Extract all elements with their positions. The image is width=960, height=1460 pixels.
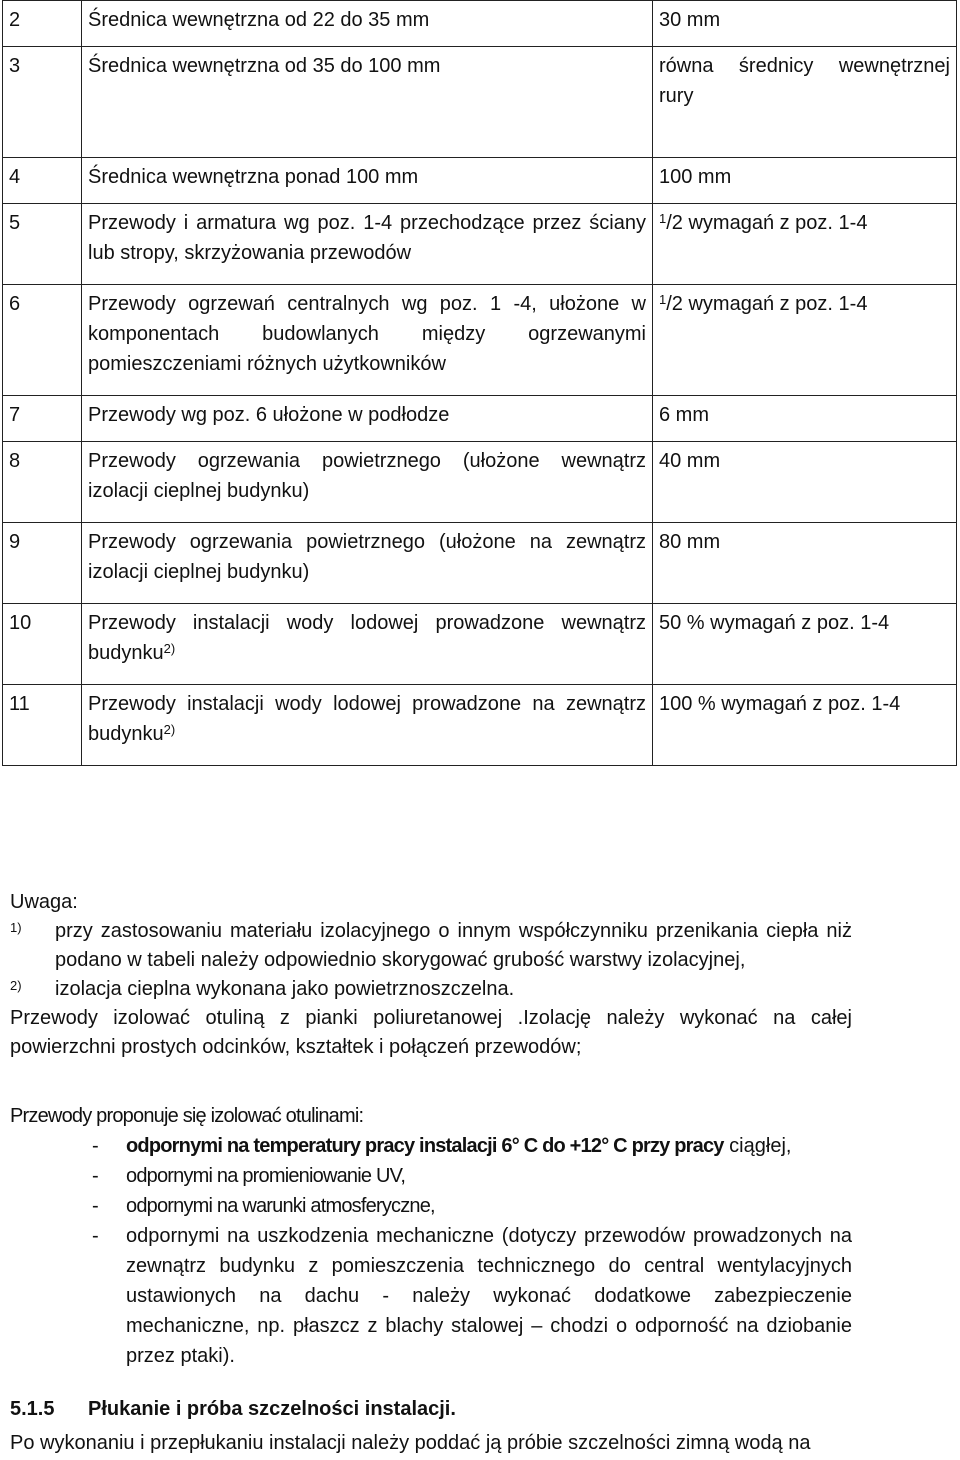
list-item-bold: odpornymi na temperatury pracy instalacji 6° C do +12° C przy pracy — [126, 1135, 724, 1157]
notes-heading: Uwaga: — [10, 891, 78, 913]
row-number: 11 — [3, 685, 82, 766]
table-row — [3, 396, 957, 442]
list-item — [10, 1131, 852, 1161]
footnote-text: przy zastosowaniu materiału izolacyjnego o innym współczynniku przenikania ciepła niż podano w tabeli należy odpowiednio skorygować grubość warstwy izolacyjnej, — [55, 920, 852, 971]
footnote-mark-text: 1) — [10, 920, 22, 935]
row-description: Przewody wg poz. 6 ułożone w podłodze — [82, 396, 653, 442]
list-item — [10, 1161, 852, 1191]
row-number: 10 — [3, 604, 82, 685]
row-description-text: Przewody instalacji wody lodowej prowadzone wewnątrz budynku — [88, 612, 646, 664]
row-number: 5 — [3, 204, 82, 285]
list-item-text — [126, 1131, 852, 1161]
row-value-text: równa średnicy wewnętrznej rury — [659, 55, 950, 107]
table-row — [3, 685, 957, 766]
footnote-mark — [10, 917, 55, 975]
table-row — [3, 523, 957, 604]
footnote-ref: 2) — [163, 641, 176, 656]
row-description-text: Przewody instalacji wody lodowej prowadzone na zewnątrz budynku — [88, 693, 646, 745]
list-item-text: odpornymi na warunki atmosferyczne, — [126, 1195, 435, 1217]
insulation-requirements — [10, 1101, 852, 1371]
body-text-line: Po wykonaniu i przepłukaniu instalacji należy poddać ją próbie szczelności zimną wodą na — [10, 1432, 811, 1454]
table-row — [3, 204, 957, 285]
table-row — [3, 1, 957, 47]
row-value: 40 mm — [653, 442, 957, 523]
section-title: Płukanie i próba szczelności instalacji. — [88, 1398, 456, 1420]
row-value — [653, 285, 957, 396]
notes-block — [10, 888, 852, 1062]
list-item-rest: ciągłej, — [723, 1135, 792, 1157]
dash-marker: - — [92, 1165, 99, 1187]
footnote-mark-text: 2) — [10, 978, 22, 993]
row-description: Średnica wewnętrzna ponad 100 mm — [82, 158, 653, 204]
row-number: 4 — [3, 158, 82, 204]
row-number: 2 — [3, 1, 82, 47]
row-value: 30 mm — [653, 1, 957, 47]
row-description: Przewody ogrzewań centralnych wg poz. 1 -4, ułożone w komponentach budowlanych między ogrzewanymi pomieszczeniami różnych użytkowników — [82, 285, 653, 396]
value-superscript: 1 — [659, 292, 667, 307]
row-description: Przewody ogrzewania powietrznego (ułożone na zewnątrz izolacji cieplnej budynku) — [82, 523, 653, 604]
footnote-mark — [10, 975, 55, 1004]
footnote-item — [10, 917, 852, 975]
list-item — [10, 1191, 852, 1221]
row-description — [82, 604, 653, 685]
row-number: 6 — [3, 285, 82, 396]
row-description: Przewody ogrzewania powietrznego (ułożone wewnątrz izolacji cieplnej budynku) — [82, 442, 653, 523]
row-value-text: /2 wymagań z poz. 1-4 — [666, 293, 868, 315]
footnote-item — [10, 975, 852, 1004]
table-row — [3, 47, 957, 158]
value-superscript: 1 — [659, 211, 667, 226]
row-description: Przewody i armatura wg poz. 1-4 przechodzące przez ściany lub stropy, skrzyżowania przewodów — [82, 204, 653, 285]
row-number: 9 — [3, 523, 82, 604]
row-value: 100 mm — [653, 158, 957, 204]
row-value: 100 % wymagań z poz. 1-4 — [653, 685, 957, 766]
dash-marker: - — [92, 1135, 99, 1157]
row-value — [653, 47, 957, 158]
list-item-text: odpornymi na promieniowanie UV, — [126, 1165, 406, 1187]
dash-marker: - — [92, 1195, 99, 1217]
section-number: 5.1.5 — [10, 1398, 55, 1420]
row-number: 3 — [3, 47, 82, 158]
requirements-intro: Przewody proponuje się izolować otulinami: — [10, 1105, 364, 1127]
table-row — [3, 158, 957, 204]
row-description: Średnica wewnętrzna od 35 do 100 mm — [82, 47, 653, 158]
list-item — [10, 1221, 852, 1371]
footnote-text: izolacja cieplna wykonana jako powietrznoszczelna. — [55, 978, 515, 1000]
footnote-ref: 2) — [163, 722, 176, 737]
row-number: 7 — [3, 396, 82, 442]
row-value: 6 mm — [653, 396, 957, 442]
table-row — [3, 604, 957, 685]
table-row — [3, 442, 957, 523]
row-value-text: /2 wymagań z poz. 1-4 — [666, 212, 868, 234]
section-heading — [10, 1394, 456, 1424]
row-description: Średnica wewnętrzna od 22 do 35 mm — [82, 1, 653, 47]
row-number: 8 — [3, 442, 82, 523]
list-item-text: odpornymi na uszkodzenia mechaniczne (dotyczy przewodów prowadzonych na zewnątrz budynku z pomieszczenia technicznego do central wentylacyjnych ustawionych na dachu - należy wykonać dodatkowe zabezpieczenie mechaniczne, np. płaszcz z blachy stalowej – chodzi o odporność na dziobanie przez ptaki). — [126, 1225, 852, 1367]
row-description — [82, 685, 653, 766]
row-value: 50 % wymagań z poz. 1-4 — [653, 604, 957, 685]
insulation-paragraph: Przewody izolować otuliną z pianki poliuretanowej .Izolację należy wykonać na całej powierzchni prostych odcinków, kształtek i połączeń przewodów; — [10, 1007, 852, 1058]
table-row — [3, 285, 957, 396]
row-value: 80 mm — [653, 523, 957, 604]
insulation-thickness-table — [2, 0, 957, 766]
row-value — [653, 204, 957, 285]
dash-marker: - — [92, 1225, 99, 1247]
